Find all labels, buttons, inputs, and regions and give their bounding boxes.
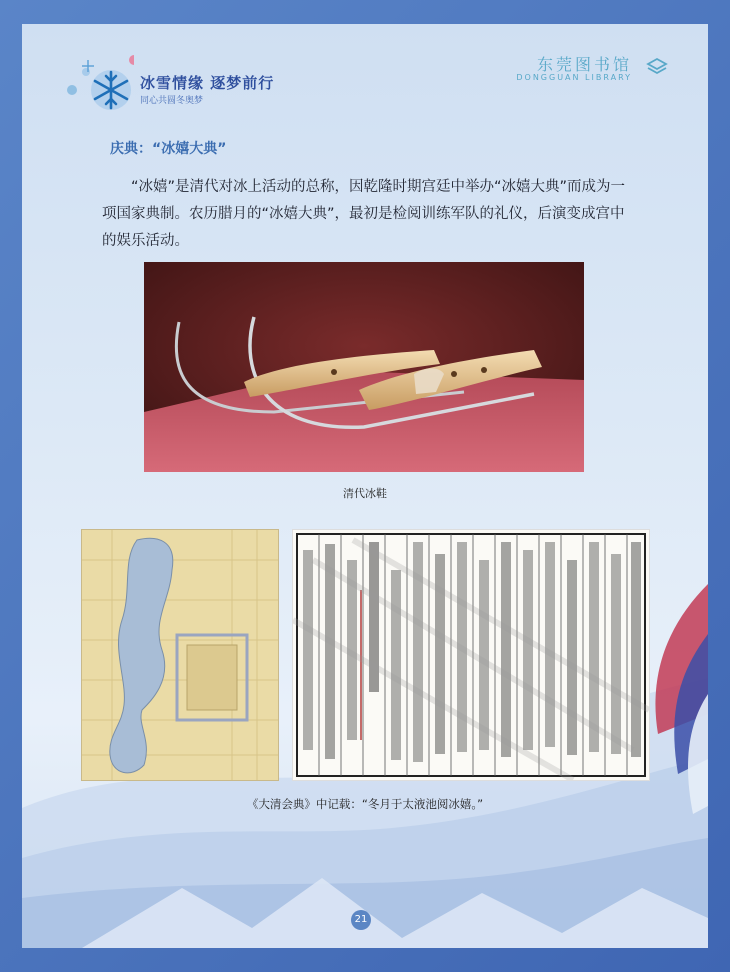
page (22, 24, 708, 948)
section-title: 庆典：“冰嬉大典” (110, 141, 227, 157)
ice-skates-photo (144, 262, 584, 472)
book-logo-icon (646, 56, 668, 78)
library-name-cn: 东莞图书馆 (536, 55, 632, 74)
header-title: 冰雪情缘 逐梦前行 (140, 74, 275, 92)
qing-document-image (292, 529, 650, 781)
historical-map-image (81, 529, 279, 781)
photo-caption: 清代冰鞋 (343, 487, 387, 500)
library-brand (518, 52, 668, 92)
snowflake-icon (64, 52, 134, 112)
body-paragraph: “冰嬉”是清代对冰上活动的总称，因乾隆时期宫廷中举办“冰嬉大典”而成为一项国家典制。农历腊月的“冰嬉大典”，最初是检阅训练军队的礼仪，后演变成宫中的娱乐活动。 (102, 179, 626, 249)
page-number: 21 (351, 910, 371, 930)
library-name-en: DONGGUAN LIBRARY (516, 73, 632, 82)
header-brand (64, 52, 294, 112)
document-caption: 《大清会典》中记载：“冬月于太液池阅冰嬉。” (246, 797, 484, 811)
header-subtitle: 同心共圆冬奥梦 (140, 96, 204, 106)
